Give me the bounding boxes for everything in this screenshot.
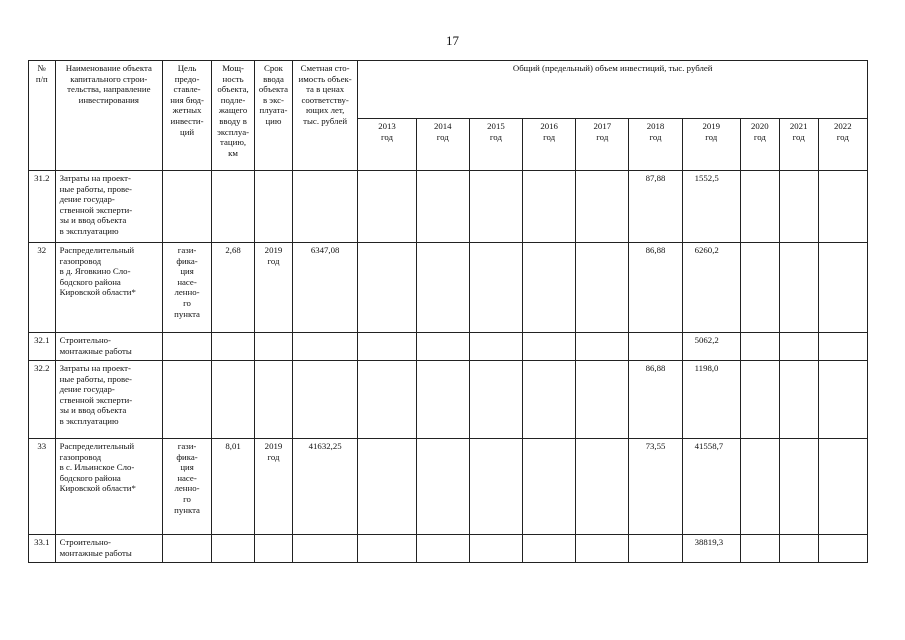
header-num: № п/п (29, 61, 56, 171)
page-number: 17 (446, 33, 459, 48)
cell-2017 (576, 333, 629, 361)
cell-2018 (629, 333, 682, 361)
row-num: 32 (29, 243, 56, 333)
row-name: Строительно- монтажные работы (55, 333, 162, 361)
cell-2013 (358, 333, 416, 361)
cell-2022 (818, 171, 867, 243)
row-estimate (292, 171, 357, 243)
cell-2020 (740, 361, 779, 439)
investment-table (28, 60, 868, 563)
cell-2014 (416, 535, 469, 563)
table-row (29, 333, 868, 361)
row-capacity: 2,68 (212, 243, 255, 333)
row-num: 32.2 (29, 361, 56, 439)
cell-2022 (818, 439, 867, 535)
row-estimate (292, 535, 357, 563)
header-year-2020: 2020 год (740, 119, 779, 171)
row-num: 32.1 (29, 333, 56, 361)
cell-2015 (469, 171, 522, 243)
cell-2019: 41558,7 (682, 439, 740, 535)
cell-2020 (740, 535, 779, 563)
header-year-2021: 2021 год (779, 119, 818, 171)
header-year-2015: 2015 год (469, 119, 522, 171)
cell-2021 (779, 535, 818, 563)
row-term (255, 361, 293, 439)
row-term (255, 171, 293, 243)
cell-2016 (523, 439, 576, 535)
cell-2015 (469, 333, 522, 361)
cell-2022 (818, 535, 867, 563)
cell-2018: 73,55 (629, 439, 682, 535)
header-capacity: Мощ- ность объекта, подле- жащего вводу в эксплуа- тацию, км (212, 61, 255, 171)
cell-2019: 1552,5 (682, 171, 740, 243)
cell-2016 (523, 333, 576, 361)
row-estimate (292, 361, 357, 439)
cell-2018 (629, 535, 682, 563)
cell-2013 (358, 361, 416, 439)
table-row (29, 171, 868, 243)
row-name: Затраты на проект- ные работы, прове- дение государ- ственной эксперти- зы и ввод объекта в эксплуатацию (55, 361, 162, 439)
cell-2015 (469, 243, 522, 333)
row-capacity: 8,01 (212, 439, 255, 535)
row-capacity (212, 361, 255, 439)
row-name: Распределительный газопровод в д. Яговкино Сло- бодского района Кировской области* (55, 243, 162, 333)
header-year-2016: 2016 год (523, 119, 576, 171)
cell-2019: 1198,0 (682, 361, 740, 439)
cell-2020 (740, 439, 779, 535)
cell-2020 (740, 333, 779, 361)
row-capacity (212, 535, 255, 563)
row-capacity (212, 333, 255, 361)
cell-2017 (576, 439, 629, 535)
cell-2018: 86,88 (629, 361, 682, 439)
cell-2015 (469, 535, 522, 563)
cell-2016 (523, 361, 576, 439)
header-purpose: Цель предо- ставле- ния бюд- жетных инвести- ций (163, 61, 212, 171)
cell-2017 (576, 243, 629, 333)
header-year-2014: 2014 год (416, 119, 469, 171)
row-name: Распределительный газопровод в с. Ильинское Сло- бодского района Кировской области* (55, 439, 162, 535)
header-year-2022: 2022 год (818, 119, 867, 171)
cell-2013 (358, 243, 416, 333)
header-year-2013: 2013 год (358, 119, 416, 171)
cell-2019: 38819,3 (682, 535, 740, 563)
header-year-2017: 2017 год (576, 119, 629, 171)
header-term: Срок ввода объекта в экс- плуата- цию (255, 61, 293, 171)
cell-2020 (740, 243, 779, 333)
cell-2019: 5062,2 (682, 333, 740, 361)
row-num: 33 (29, 439, 56, 535)
cell-2019: 6260,2 (682, 243, 740, 333)
header-estimate: Сметная сто- имость объек- та в ценах соответству- ющих лет, тыс. рублей (292, 61, 357, 171)
cell-2017 (576, 171, 629, 243)
cell-2014 (416, 243, 469, 333)
cell-2017 (576, 361, 629, 439)
cell-2014 (416, 361, 469, 439)
row-estimate: 6347,08 (292, 243, 357, 333)
cell-2021 (779, 333, 818, 361)
cell-2013 (358, 171, 416, 243)
cell-2015 (469, 439, 522, 535)
row-purpose (163, 535, 212, 563)
cell-2021 (779, 439, 818, 535)
row-term (255, 333, 293, 361)
header-name: Наименование объекта капитального строи- тельства, направление инвестирования (55, 61, 162, 171)
cell-2016 (523, 171, 576, 243)
header-total-investment: Общий (предельный) объем инвестиций, тыс. рублей (358, 61, 868, 119)
cell-2016 (523, 535, 576, 563)
table-row (29, 535, 868, 563)
cell-2021 (779, 361, 818, 439)
cell-2016 (523, 243, 576, 333)
row-term: 2019 год (255, 243, 293, 333)
row-purpose (163, 333, 212, 361)
row-purpose (163, 361, 212, 439)
table-row (29, 439, 868, 535)
cell-2021 (779, 243, 818, 333)
cell-2017 (576, 535, 629, 563)
table-row (29, 243, 868, 333)
row-num: 31.2 (29, 171, 56, 243)
table-header (29, 61, 868, 171)
row-purpose: гази- фика- ция насе- ленно- го пункта (163, 439, 212, 535)
cell-2022 (818, 333, 867, 361)
cell-2014 (416, 333, 469, 361)
row-term (255, 535, 293, 563)
cell-2018: 86,88 (629, 243, 682, 333)
row-name: Затраты на проект- ные работы, прове- дение государ- ственной эксперти- зы и ввод объекта в эксплуатацию (55, 171, 162, 243)
cell-2021 (779, 171, 818, 243)
header-year-2019: 2019 год (682, 119, 740, 171)
row-num: 33.1 (29, 535, 56, 563)
table-row (29, 361, 868, 439)
row-purpose: гази- фика- ция насе- ленно- го пункта (163, 243, 212, 333)
cell-2018: 87,88 (629, 171, 682, 243)
row-term: 2019 год (255, 439, 293, 535)
row-estimate: 41632,25 (292, 439, 357, 535)
cell-2022 (818, 243, 867, 333)
cell-2015 (469, 361, 522, 439)
row-name: Строительно- монтажные работы (55, 535, 162, 563)
cell-2013 (358, 439, 416, 535)
cell-2013 (358, 535, 416, 563)
cell-2020 (740, 171, 779, 243)
cell-2014 (416, 171, 469, 243)
row-estimate (292, 333, 357, 361)
row-capacity (212, 171, 255, 243)
cell-2022 (818, 361, 867, 439)
header-year-2018: 2018 год (629, 119, 682, 171)
row-purpose (163, 171, 212, 243)
cell-2014 (416, 439, 469, 535)
